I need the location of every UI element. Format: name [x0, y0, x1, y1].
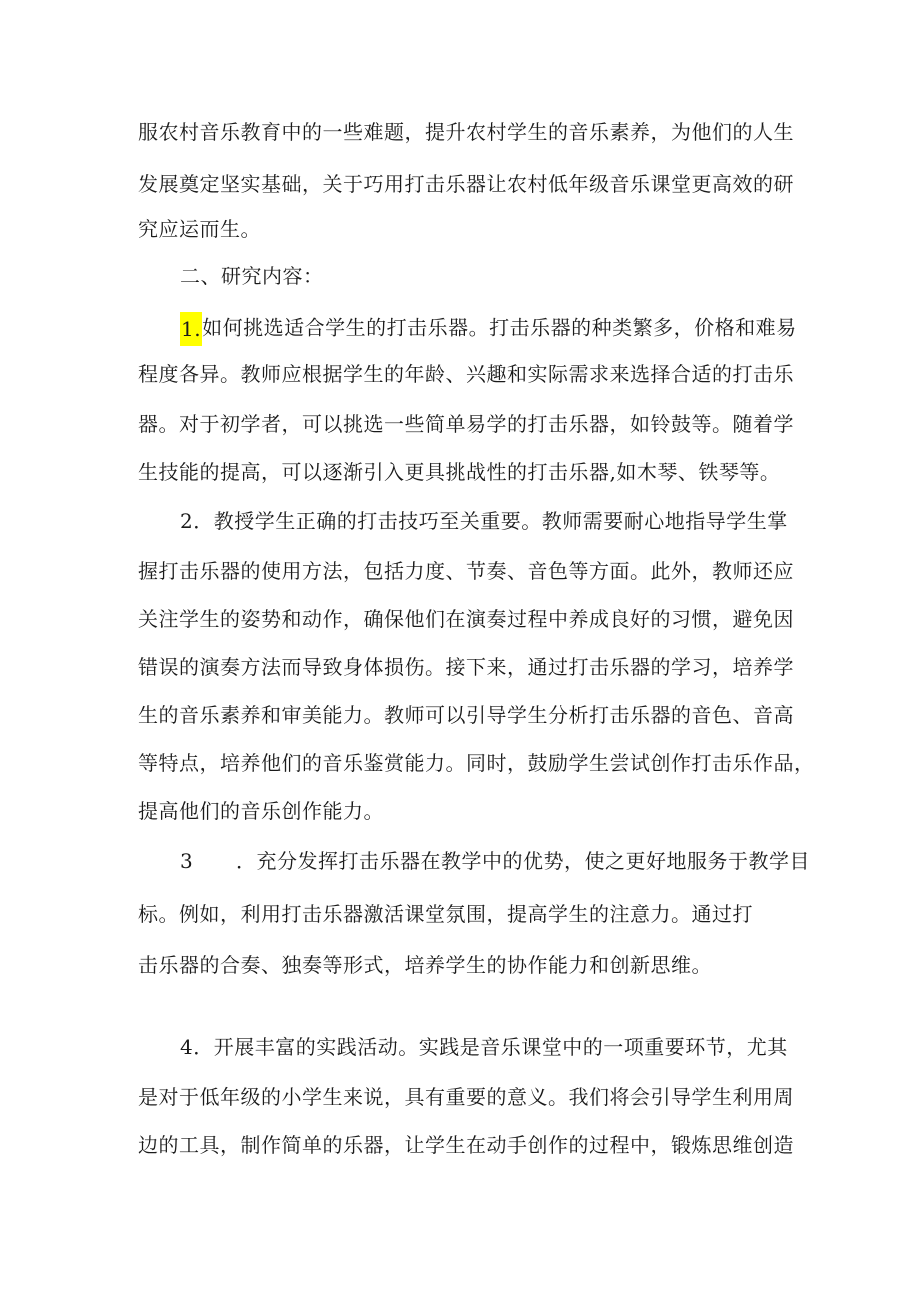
paragraph-line: 服农村音乐教育中的一些难题，提升农村学生的音乐素养，为他们的人生: [138, 120, 794, 144]
item-1-text: 如何挑选适合学生的打击乐器。打击乐器的种类繁多，价格和难易: [202, 315, 797, 340]
section-heading: 二、研究内容：: [180, 264, 324, 288]
item-3-first-line: ．充分发挥打击乐器在教学中的优势，使之更好地服务于教学目: [236, 849, 810, 873]
paragraph-line: 击乐器的合奏、独奏等形式，培养学生的协作能力和创新思维。: [138, 953, 712, 977]
item-1-first-line: [180, 312, 797, 340]
paragraph-line: 程度各异。教师应根据学生的年龄、兴趣和实际需求来选择合适的打击乐: [138, 362, 794, 386]
paragraph-line: 生技能的提高，可以逐渐引入更具挑战性的打击乐器,如木琴、铁琴等。: [138, 460, 781, 484]
paragraph-line: 是对于低年级的小学生来说，具有重要的意义。我们将会引导学生利用周: [138, 1085, 794, 1109]
paragraph-line: 发展奠定坚实基础，关于巧用打击乐器让农村低年级音乐课堂更高效的研: [138, 172, 794, 196]
paragraph-line: 握打击乐器的使用方法，包括力度、节奏、音色等方面。此外，教师还应: [138, 559, 794, 583]
item-4-first-line: 4．开展丰富的实践活动。实践是音乐课堂中的一项重要环节，尤其: [180, 1035, 788, 1059]
item-2-first-line: 2．教授学生正确的打击技巧至关重要。教师需要耐心地指导学生掌: [180, 509, 788, 533]
paragraph-line: 标。例如，利用打击乐器激活课堂氛围，提高学生的注意力。通过打: [138, 902, 753, 926]
paragraph-line: 生的音乐素养和审美能力。教师可以引导学生分析打击乐器的音色、音高: [138, 703, 794, 727]
paragraph-line: 器。对于初学者，可以挑选一些简单易学的打击乐器，如铃鼓等。随着学: [138, 412, 794, 436]
paragraph-line: 错误的演奏方法而导致身体损伤。接下来，通过打击乐器的学习，培养学: [138, 655, 794, 679]
paragraph-line: 关注学生的姿势和动作，确保他们在演奏过程中养成良好的习惯，避免因: [138, 607, 794, 631]
paragraph-line: 提高他们的音乐创作能力。: [138, 799, 384, 823]
paragraph-line: 等特点，培养他们的音乐鉴赏能力。同时，鼓励学生尝试创作打击乐作品，: [138, 751, 815, 775]
item-3-number: 3: [180, 849, 194, 873]
paragraph-line: 边的工具，制作简单的乐器，让学生在动手创作的过程中，锻炼思维创造: [138, 1133, 794, 1157]
paragraph-line: 究应运而生。: [138, 217, 261, 241]
highlighted-number: 1.: [180, 312, 202, 346]
